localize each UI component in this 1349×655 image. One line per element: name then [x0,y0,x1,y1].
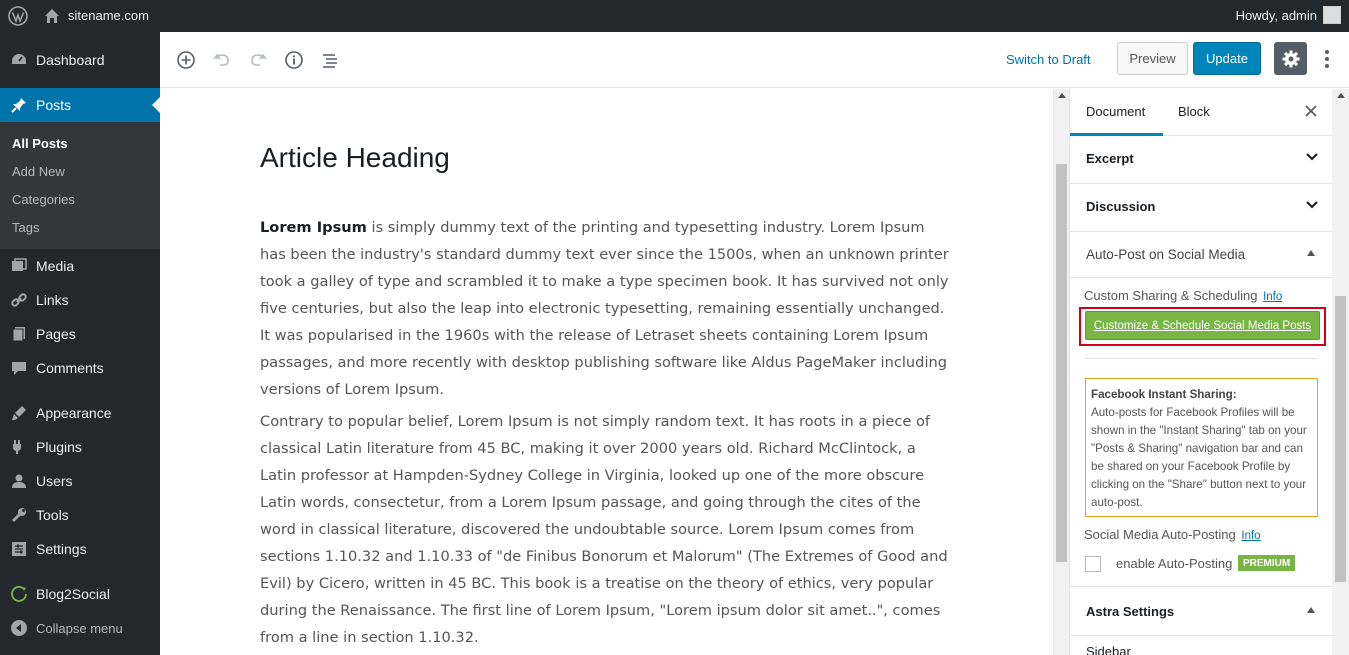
sidebar-item-label: Comments [36,360,104,376]
add-block-icon[interactable] [176,50,196,70]
sidebar-item-dashboard[interactable] [0,43,160,77]
switch-to-draft-button[interactable]: Switch to Draft [1006,52,1091,67]
notice-text: Auto-posts for Facebook Profiles will be shown in the "Instant Sharing" tab on your "Posts & Sharing" navigation bar and can be shared on your Facebook Profile by clicking on the "Share" button next to your auto-post. [1091,406,1307,509]
divider [1085,358,1318,359]
admin-sidebar [0,32,160,655]
sidebar-item-label: Users [36,473,73,489]
pages-icon [9,324,29,344]
preview-button[interactable]: Preview [1117,42,1188,75]
sidebar-item-label: Appearance [36,405,112,421]
info-icon[interactable] [284,50,304,70]
content-scrollbar[interactable] [1053,89,1069,655]
settings-sidebar [1069,89,1332,655]
sidebar-item-links[interactable] [0,283,160,317]
custom-sharing-info-link[interactable]: Info [1263,291,1283,303]
settings-toggle-button[interactable] [1274,42,1307,75]
wordpress-logo-icon[interactable] [8,6,28,26]
undo-icon[interactable] [212,50,232,70]
paragraph-text: is simply dummy text of the printing and typesetting industry. Lorem Ipsum has been the industry's standard dummy text ever since the 1500s, when an unknown printer took a galley of type and scrambled it to make a type specimen book. It has survived not only five centuries, but also the leap into electronic typesetting, remaining essentially unchanged. It was popularised in the 1960s with the release of Letraset sheets containing Lorem Ipsum passages, and more recently with desktop publishing software like Aldus PageMaker including versions of Lorem Ipsum. [260,219,949,398]
sidebar-item-comments[interactable] [0,351,160,385]
sidebar-item-label: Dashboard [36,52,105,68]
sidebar-item-settings[interactable] [0,532,160,566]
home-icon[interactable] [43,7,61,25]
sidebar-item-label: Plugins [36,439,82,455]
redo-icon[interactable] [248,50,268,70]
submenu-add-new[interactable]: Add New [12,164,65,179]
chevron-down-icon [1305,198,1319,212]
update-button[interactable]: Update [1193,42,1261,75]
sidebar-item-pages[interactable] [0,317,160,351]
sidebar-item-blog2social[interactable] [0,577,160,611]
plugins-icon [9,437,29,457]
sidebar-item-posts[interactable] [0,88,160,122]
custom-sharing-label [1084,288,1282,303]
editor-content [160,89,1053,655]
paragraph-bold-text: Lorem Ipsum [260,219,367,236]
appearance-icon [9,403,29,423]
enable-auto-posting-label: enable Auto-Posting [1116,556,1233,571]
customize-schedule-button[interactable]: Customize & Schedule Social Media Posts [1085,311,1320,340]
submenu-categories[interactable]: Categories [12,192,75,207]
admin-bar [0,0,1349,32]
premium-badge: PREMIUM [1238,555,1295,571]
scroll-up-arrow-icon[interactable] [1337,93,1345,98]
panel-title: Excerpt [1086,151,1134,166]
gear-icon [1281,49,1301,69]
sidebar-item-label: Settings [36,541,87,557]
close-icon[interactable] [1303,103,1319,119]
media-icon [9,256,29,276]
custom-sharing-text: Custom Sharing & Scheduling [1084,288,1258,303]
facebook-instant-sharing-notice [1085,378,1318,517]
links-icon [9,290,29,310]
editor-toolbar [160,32,1349,88]
paragraph-block[interactable]: Contrary to popular belief, Lorem Ipsum is not simply random text. It has roots in a piece of classical Latin literature from 45 BC, making it over 2000 years old. Richard McClintock, a Latin professor at Hampden-Sydney College in Virginia, looked up one of the more obscure Latin words, consectetur, from a Lorem Ipsum passage, and going through the cites of the word in classical literature, discovered the undoubtable source. Lorem Ipsum comes from sections 1.10.32 and 1.10.33 of "de Finibus Bonorum et Malorum" (The Extremes of Good and Evil) by Cicero, written in 45 BC. This book is a treatise on the theory of ethics, very popular during the Renaissance. The first line of Lorem Ipsum, "Lorem ipsum dolor sit amet..", comes from a line in section 1.10.32. [260,413,948,646]
caret-up-icon [1307,607,1315,613]
avatar[interactable] [1323,6,1341,24]
panel-title: Astra Settings [1086,604,1175,619]
sidebar-item-users[interactable] [0,464,160,498]
submenu-all-posts[interactable]: All Posts [12,136,68,151]
scrollbar-thumb[interactable] [1335,296,1346,582]
sidebar-item-plugins[interactable] [0,430,160,464]
posts-submenu [0,122,160,249]
sidebar-item-tools[interactable] [0,498,160,532]
tab-document[interactable]: Document [1086,104,1146,119]
enable-auto-posting-row [1085,554,1325,574]
dashboard-icon [9,50,29,70]
more-options-icon[interactable] [1317,48,1337,70]
users-icon [9,471,29,491]
post-title[interactable]: Article Heading [260,142,450,173]
caret-up-icon [1307,250,1315,256]
discussion-panel[interactable] [1070,184,1332,232]
tab-block[interactable]: Block [1178,104,1210,119]
sidebar-item-label: Links [36,292,69,308]
sidebar-item-label: Posts [36,97,72,113]
excerpt-panel[interactable] [1070,136,1332,184]
site-name-link[interactable]: sitename.com [68,8,149,23]
sidebar-item-media[interactable] [0,249,160,283]
settings-scrollbar[interactable] [1332,89,1349,655]
panel-title: Discussion [1086,199,1156,214]
social-auto-posting-info-link[interactable]: Info [1241,530,1261,542]
block-navigation-icon[interactable] [320,50,340,70]
scrollbar-thumb[interactable] [1056,164,1067,562]
sidebar-item-label: Blog2Social [36,586,110,602]
sidebar-item-label: Pages [36,326,76,342]
notice-title: Facebook Instant Sharing: [1091,388,1237,401]
collapse-menu-button[interactable] [0,611,160,645]
enable-auto-posting-checkbox[interactable] [1085,556,1101,572]
current-menu-arrow [152,97,160,113]
social-auto-posting-text: Social Media Auto-Posting [1084,527,1236,542]
scroll-up-arrow-icon[interactable] [1058,93,1066,98]
sidebar-setting-label: Sidebar [1086,644,1131,655]
social-auto-posting-label [1084,527,1261,542]
comments-icon [9,358,29,378]
sidebar-item-label: Media [36,258,75,274]
sidebar-item-label: Collapse menu [36,620,123,636]
astra-settings-panel[interactable] [1070,586,1332,636]
sidebar-item-label: Tools [36,507,69,523]
sidebar-item-appearance[interactable] [0,396,160,430]
collapse-icon [9,618,29,638]
submenu-tags[interactable]: Tags [12,220,40,235]
paragraph-block[interactable] [260,214,955,403]
settings-icon [9,539,29,559]
sidebar-tabs [1070,89,1332,136]
panel-title: Auto-Post on Social Media [1086,247,1246,262]
blog2social-icon [9,584,29,604]
howdy-account-link[interactable]: Howdy, admin [1235,8,1317,23]
pin-icon [9,95,29,115]
tools-icon [9,505,29,525]
chevron-down-icon [1305,150,1319,164]
autopost-panel-header[interactable] [1070,232,1332,278]
